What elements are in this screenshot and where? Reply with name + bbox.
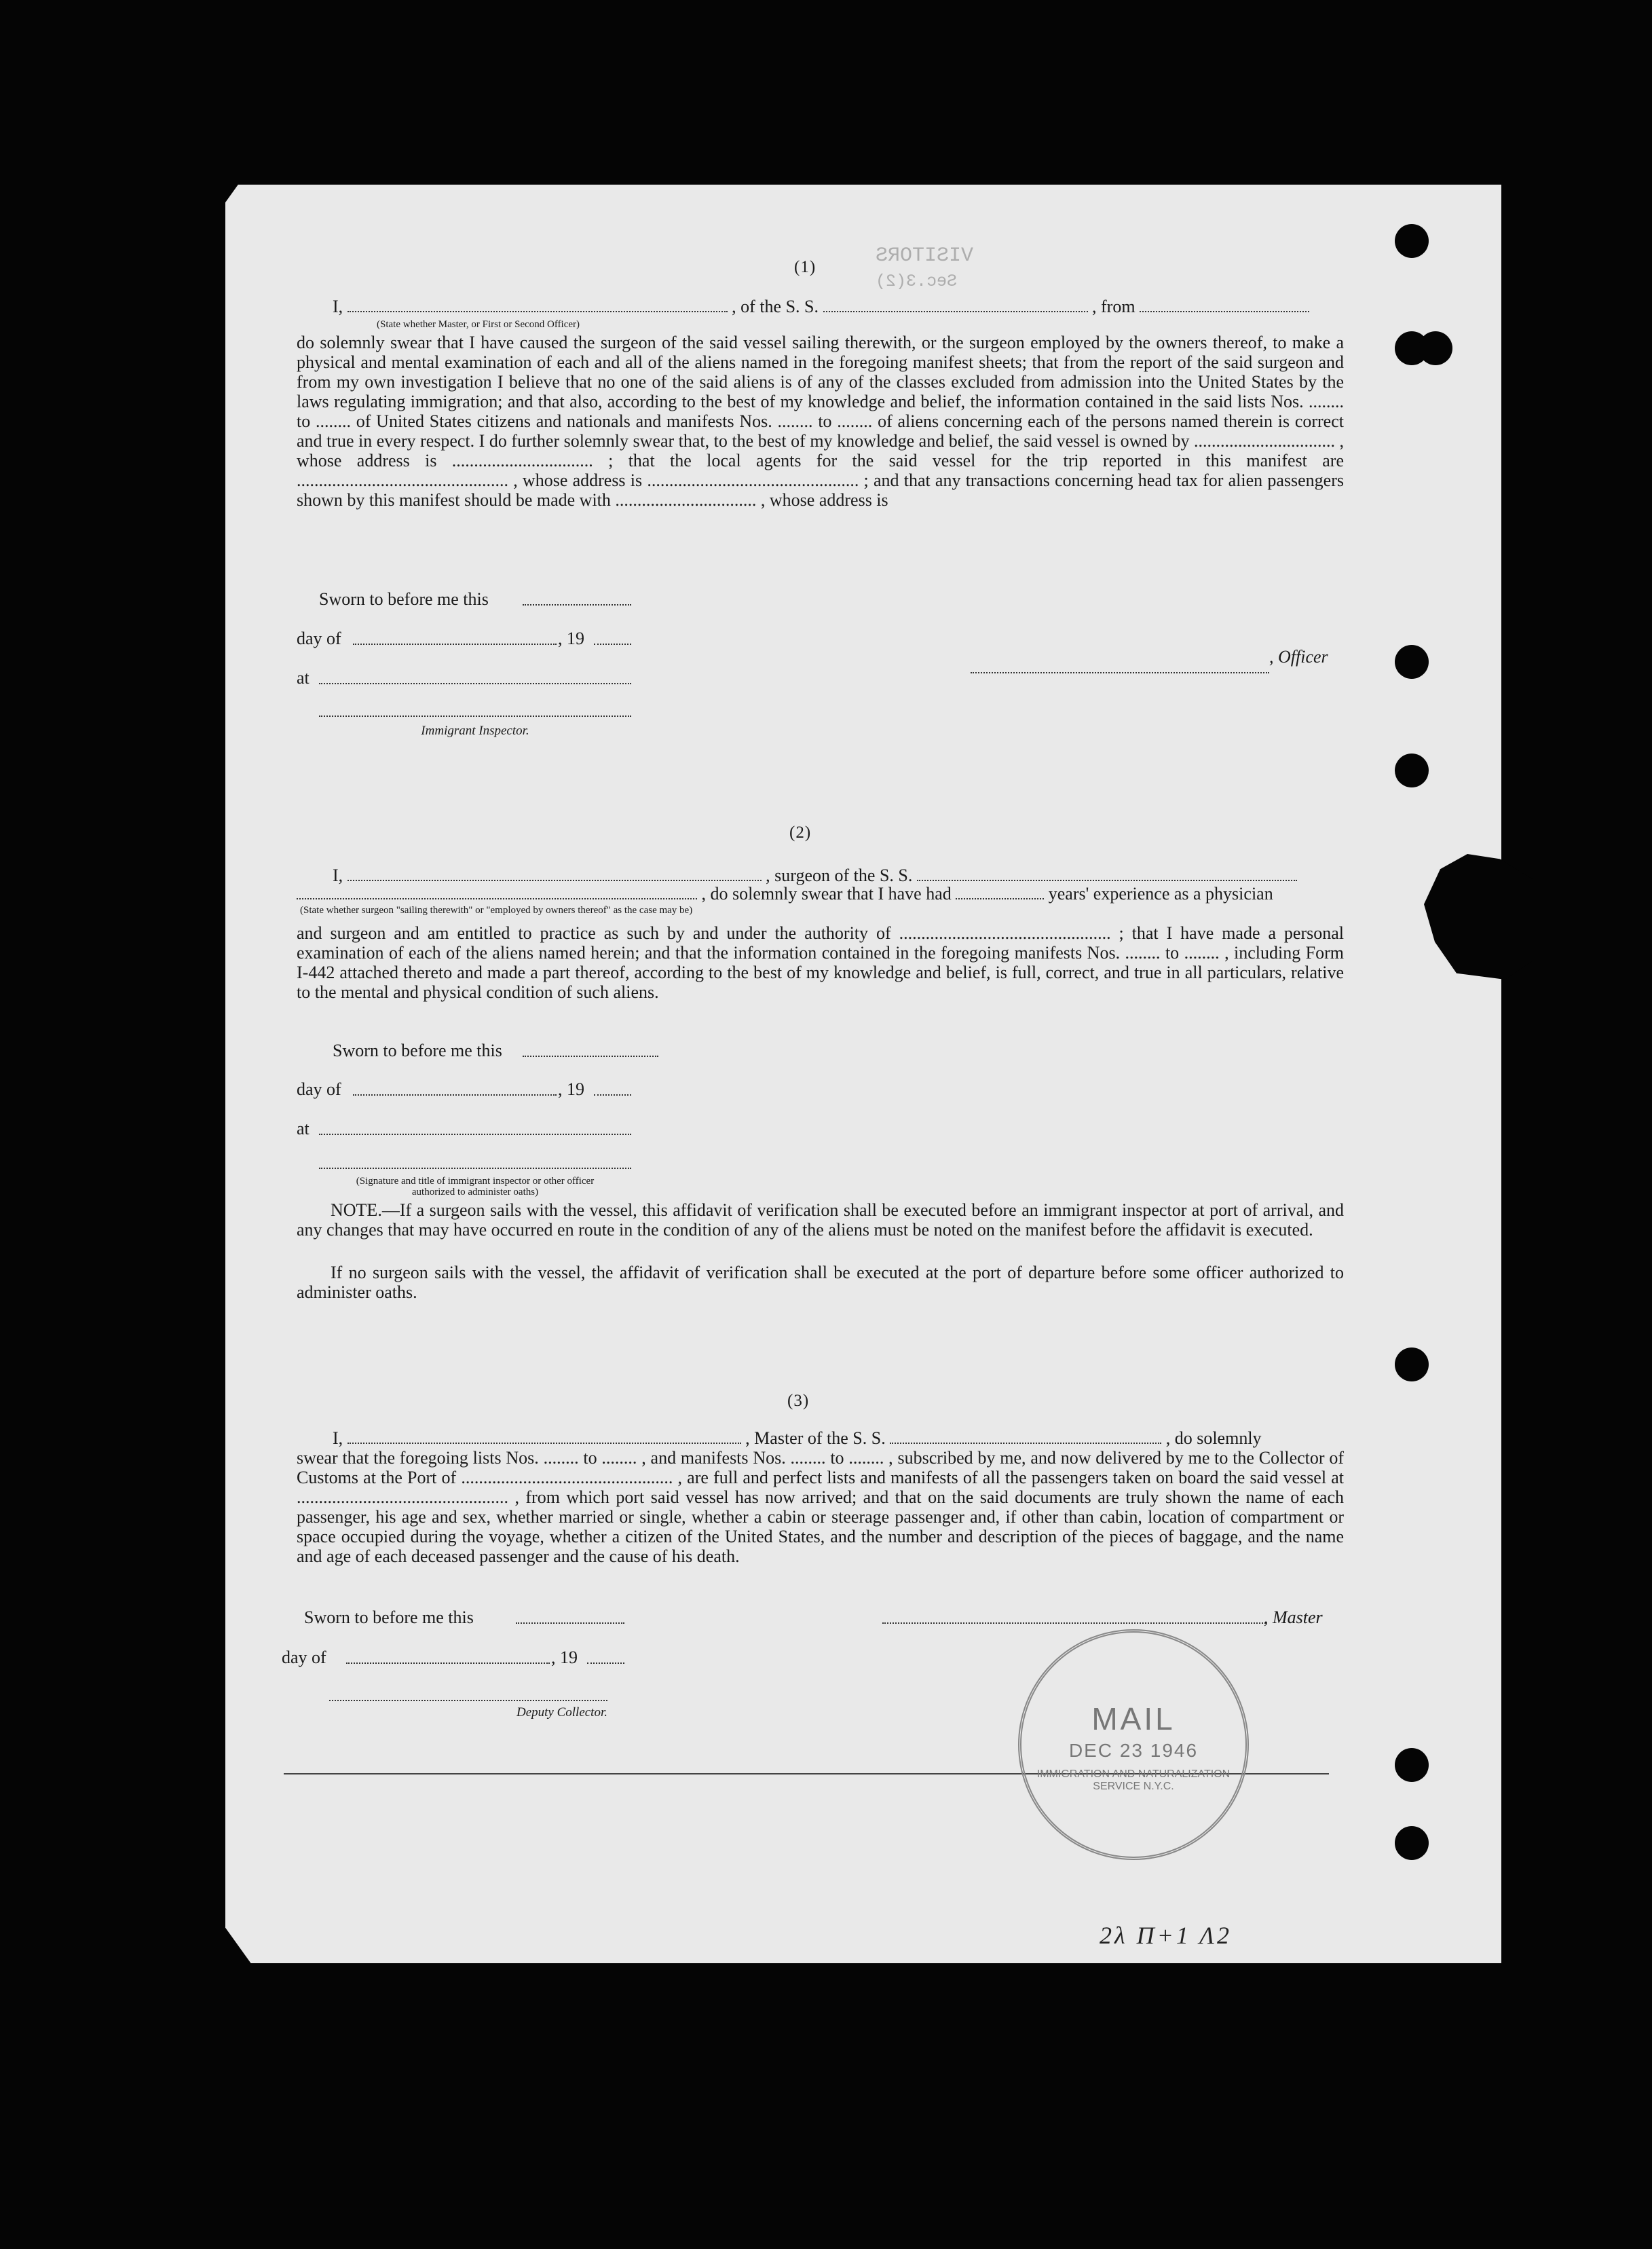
- master-vessel-blank[interactable]: [890, 1429, 1161, 1444]
- day-of-line-1[interactable]: [353, 644, 557, 645]
- section-2-number: (2): [789, 823, 812, 842]
- collector-signature-line[interactable]: [329, 1700, 607, 1701]
- signature-title-note: (Signature and title of immigrant inspector or other officer authorized to administer oaths): [356, 1176, 595, 1197]
- year-line-3[interactable]: [587, 1662, 624, 1664]
- day-of-label-1: day of: [297, 629, 341, 648]
- at-line-2[interactable]: [319, 1134, 631, 1135]
- officer-rank-blank[interactable]: [348, 297, 728, 312]
- punch-hole: [1419, 331, 1452, 365]
- handwritten-notation: 2λ Π+1 Λ2: [1100, 1922, 1232, 1949]
- master-label: , Master: [1264, 1607, 1323, 1627]
- note-paragraph-2: If no surgeon sails with the vessel, the affidavit of verification shall be executed at the port of departure before some officer authorized to administer oaths.: [297, 1263, 1344, 1302]
- i-label-2: I,: [333, 866, 343, 885]
- sworn-date-line-3[interactable]: [516, 1622, 624, 1624]
- section-2-second-line: [297, 884, 1344, 904]
- stamp-date: DEC 23 1946: [1068, 1740, 1199, 1761]
- from-label: , from: [1092, 297, 1135, 316]
- i-label: I,: [333, 297, 343, 316]
- years-experience-label: years' experience as a physician: [1048, 884, 1273, 904]
- section-1-number: (1): [794, 258, 816, 276]
- inspector-signature-line[interactable]: [319, 715, 631, 717]
- section-2-first-line: [333, 866, 1344, 885]
- sworn-date-line-1[interactable]: [523, 604, 631, 606]
- surgeon-sailing-blank[interactable]: [297, 885, 697, 899]
- section-1-first-line: [333, 297, 1344, 316]
- at-label-2: at: [297, 1119, 309, 1138]
- officer-signature-line[interactable]: [971, 672, 1269, 673]
- section-3-body: swear that the foregoing lists Nos. ........ to ........ , and manifests Nos. ........ to ........ , subscribed by me, and now delivered by me to the Collector of Customs at the Port of ................................................ , are full and perfect lists and manifests of all the passengers taken on board the said vessel at ................................................ , from which port said vessel has now arrived; and that on the said documents are truly shown the name of each passenger, his age and sex, whether married or single, whether a cabin or steerage passenger and, if other than cabin, location of compartment or space occupied during the voyage, whether a citizen of the United States, and the number and description of the pieces of baggage, and the name and age of each deceased passenger and the cause of his death.: [297, 1448, 1344, 1566]
- sworn-label-2: Sworn to before me this: [333, 1041, 502, 1060]
- punch-hole: [1395, 1826, 1429, 1860]
- day-of-line-2[interactable]: [353, 1094, 557, 1096]
- officer-label: , Officer: [1269, 647, 1328, 667]
- section-2-body: and surgeon and am entitled to practice as such by and under the authority of ................................................ ; that I have made a personal examination of each of the aliens named herein; and that the information contained in the foregoing manifests Nos. ........ to ........ , including Form I-442 attached thereto and made a part thereof, according to the best of my knowledge and belief, is full, correct, and true in all particulars, relative to the mental and physical condition of such aliens.: [297, 923, 1344, 1002]
- section-1-body: do solemnly swear that I have caused the surgeon of the said vessel sailing therewith, or the surgeon employed by the owners thereof, to make a physical and mental examination of each and all of the aliens named in the foregoing manifest sheets; that from the report of the said surgeon and from my own investigation I believe that no one of the said aliens is of any of the classes excluded from admission into the United States by the laws regulating immigration; and that also, according to the best of my knowledge and belief, the information contained in the said lists Nos. ........ to ........ of United States citizens and nationals and manifests Nos. ........ to ........ of aliens concerning each of the persons named therein is correct and true in every respect. I do further solemnly swear that, to the best of my knowledge and belief, the said vessel is owned by ................................ , whose address is ................................ ; that the local agents for the said vessel for the trip reported in this manifest are ................................................ , whose address is ................................................ ; and that any transactions concerning head tax for alien passengers shown by this manifest should be made with ................................ , whose address is: [297, 333, 1344, 510]
- punch-hole: [1395, 645, 1429, 679]
- mail-received-stamp: [1018, 1629, 1249, 1860]
- year-line-2[interactable]: [594, 1094, 631, 1096]
- year-label-2: , 19: [558, 1079, 584, 1099]
- year-label-1: , 19: [558, 629, 584, 648]
- year-line-1[interactable]: [594, 644, 631, 645]
- section-3-first-line: [333, 1428, 1344, 1448]
- day-of-label-2: day of: [297, 1079, 341, 1099]
- bleed-through-text: VISITORS: [876, 244, 974, 267]
- oath-officer-signature-line[interactable]: [319, 1168, 631, 1169]
- day-of-label-3: day of: [282, 1648, 326, 1667]
- do-solemnly-label: , do solemnly: [1165, 1428, 1262, 1448]
- day-of-line-3[interactable]: [346, 1662, 550, 1664]
- i-label-3: I,: [333, 1428, 343, 1448]
- state-whether-note: (State whether Master, or First or Second Officer): [377, 319, 580, 330]
- master-of-ss-label: , Master of the S. S.: [745, 1428, 886, 1448]
- section-3-number: (3): [787, 1392, 810, 1410]
- surgeon-state-note: (State whether surgeon "sailing therewith" or "employed by owners thereof" as the case may be): [300, 905, 693, 916]
- do-swear-label: , do solemnly swear that I have had: [701, 884, 952, 904]
- of-ss-label: , of the S. S.: [732, 297, 819, 316]
- surgeon-of-ss-label: , surgeon of the S. S.: [766, 866, 913, 885]
- punch-hole: [1395, 1748, 1429, 1782]
- vessel-name-blank[interactable]: [823, 297, 1088, 312]
- sworn-date-line-2[interactable]: [523, 1056, 658, 1057]
- punch-hole: [1395, 1347, 1429, 1381]
- surgeon-name-blank[interactable]: [348, 866, 762, 881]
- years-blank[interactable]: [956, 885, 1044, 899]
- stamp-main-text: MAIL: [1091, 1701, 1176, 1736]
- punch-hole: [1395, 224, 1429, 258]
- stamp-agency: IMMIGRATION AND NATURALIZATION SERVICE N.Y.C.: [1036, 1768, 1231, 1792]
- deputy-collector-label: Deputy Collector.: [516, 1705, 607, 1720]
- bleed-through-text: Sec.3(2): [876, 272, 958, 291]
- master-name-blank[interactable]: [348, 1429, 741, 1444]
- note-paragraph-1: NOTE.—If a surgeon sails with the vessel, this affidavit of verification shall be executed before an immigrant inspector at port of arrival, and any changes that may have occurred en route in the condition of any of the aliens must be noted on the manifest before the affidavit is executed.: [297, 1200, 1344, 1240]
- at-line-1[interactable]: [319, 683, 631, 684]
- year-label-3: , 19: [551, 1648, 578, 1667]
- at-label-1: at: [297, 668, 309, 688]
- master-signature-line[interactable]: [882, 1622, 1266, 1624]
- surgeon-vessel-blank[interactable]: [917, 866, 1297, 881]
- immigrant-inspector-label: Immigrant Inspector.: [421, 724, 529, 738]
- punch-hole: [1395, 754, 1429, 787]
- sworn-label-1: Sworn to before me this: [319, 589, 489, 609]
- from-port-blank[interactable]: [1140, 297, 1309, 312]
- sworn-label-3: Sworn to before me this: [304, 1607, 474, 1627]
